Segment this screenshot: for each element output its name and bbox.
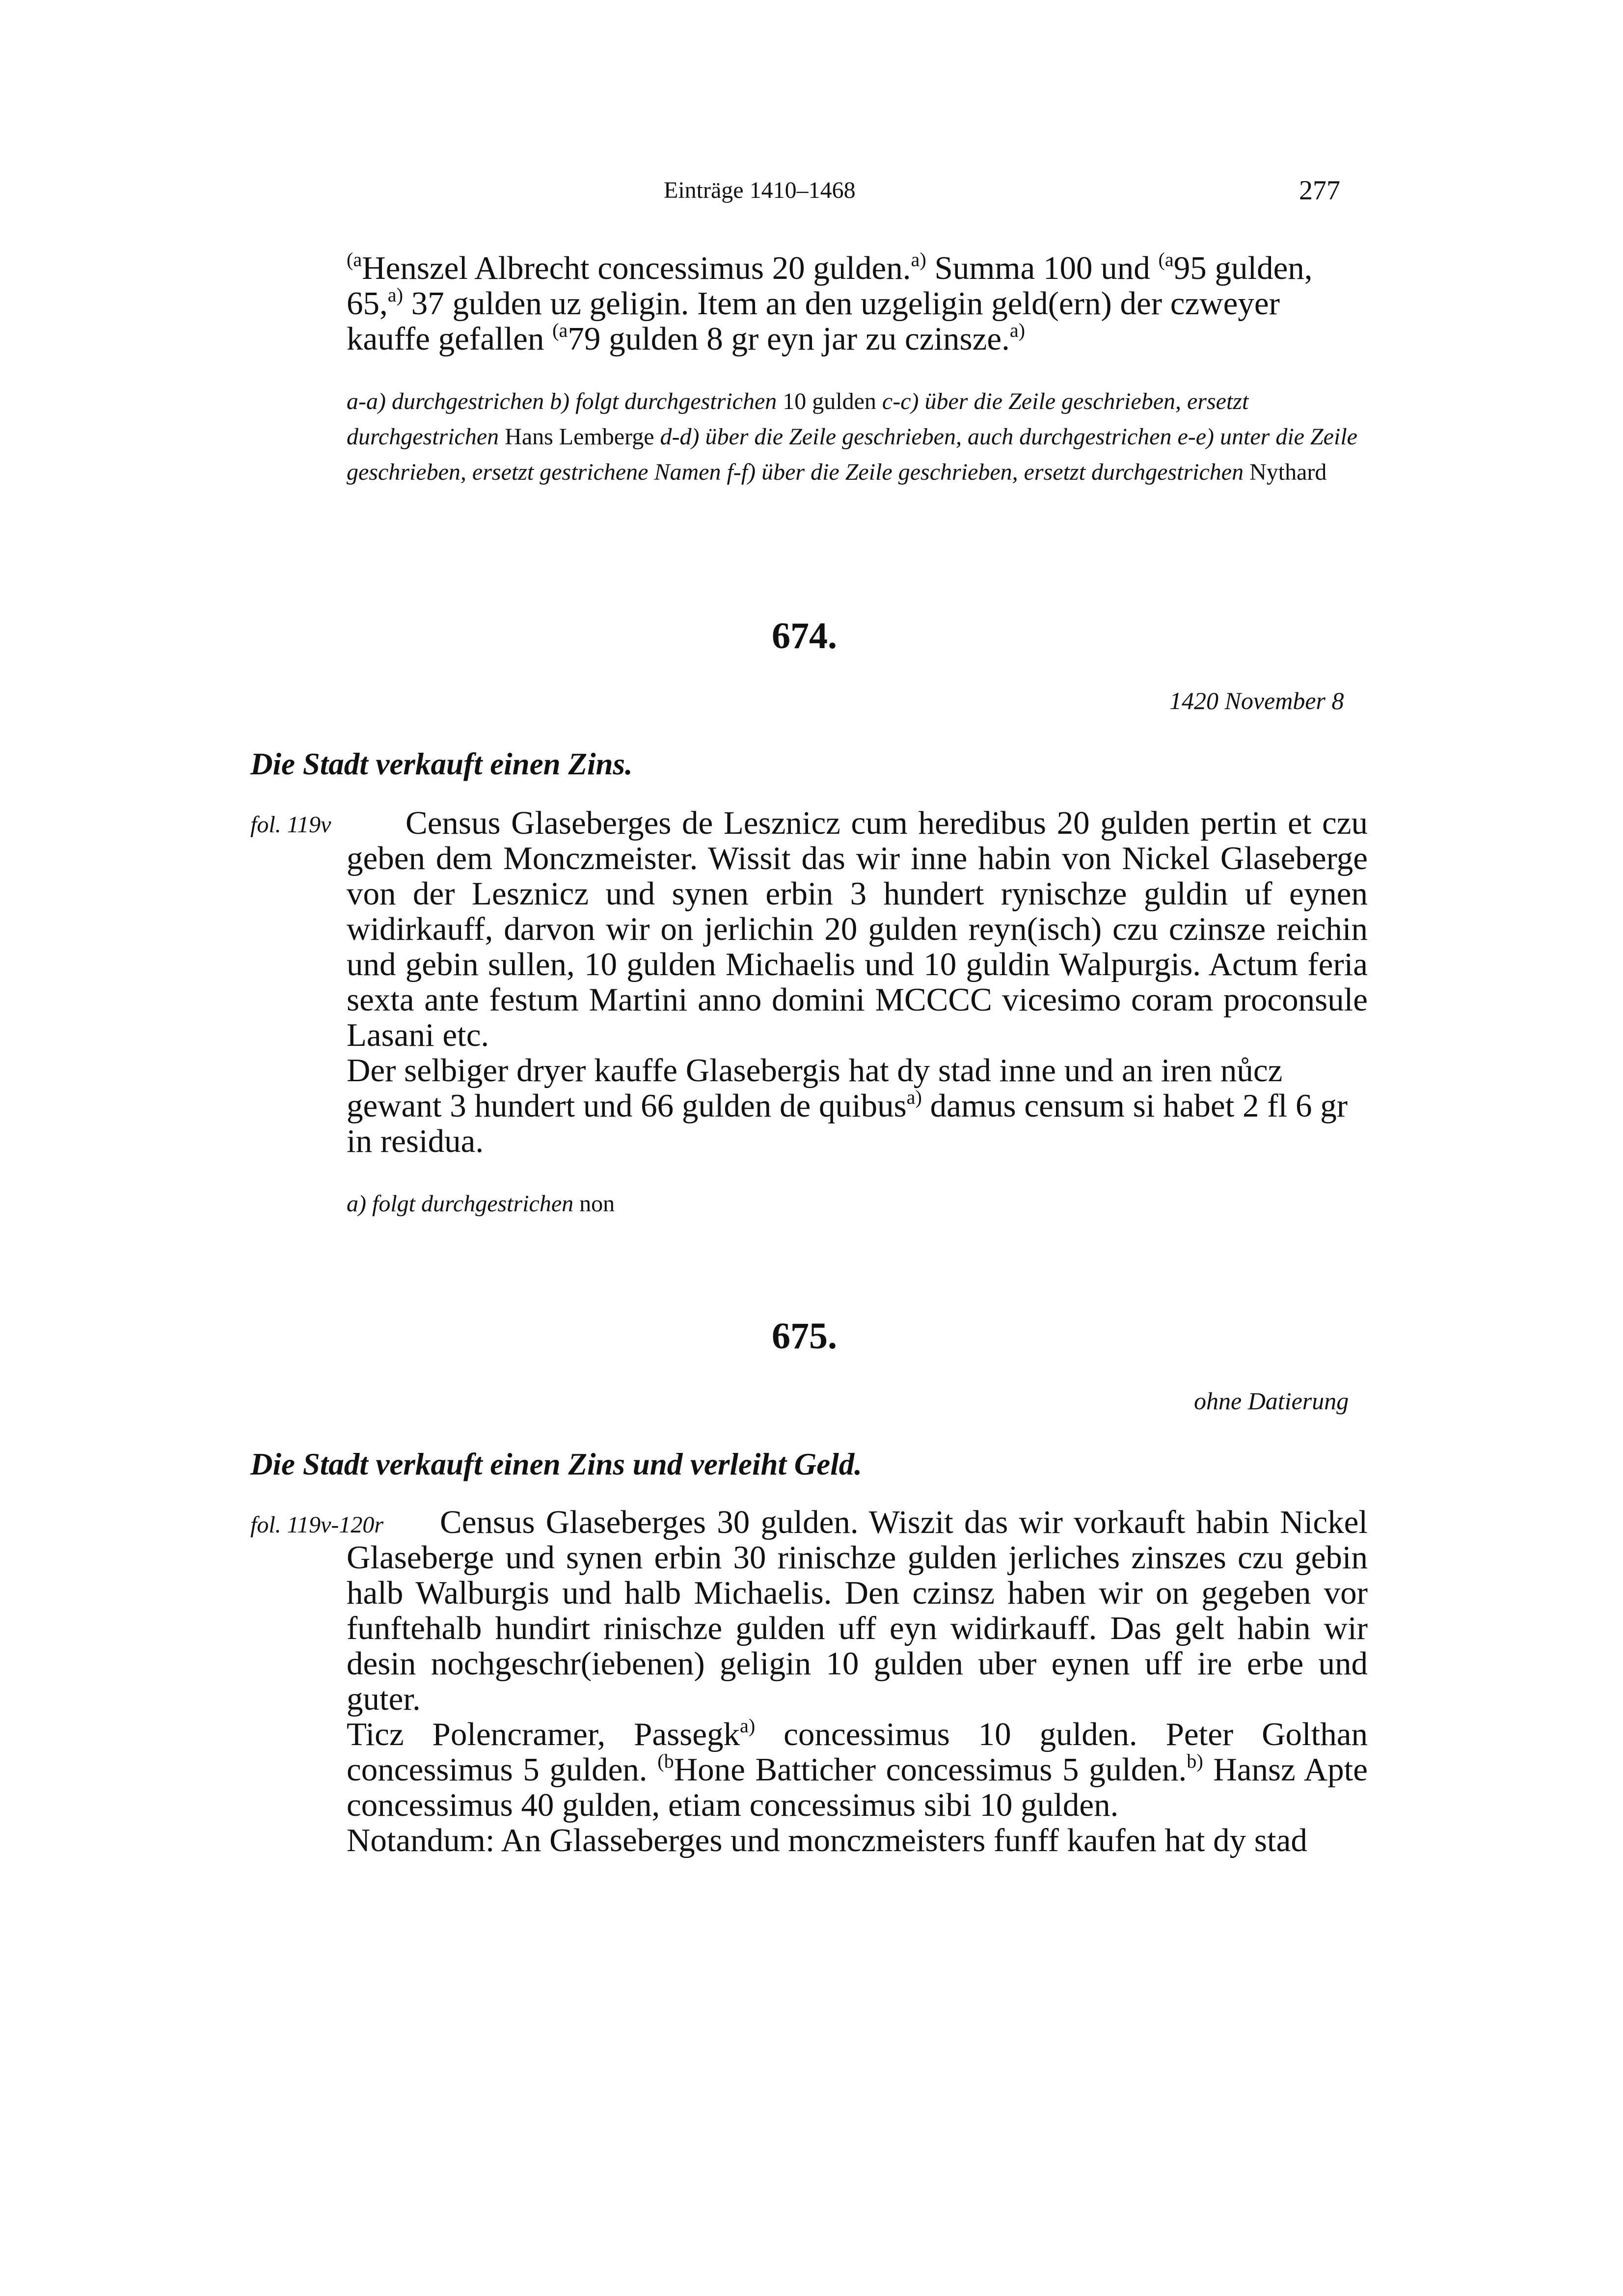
entry-paragraph: Census Glaseberges 30 gulden. Wiszit das wir vorkauft habin Nickel Glaseberge und synen erbin 30 rinischze gulden jerliches zinszes czu gebin halb Walburgis und halb Michaelis. Den czinsz haben wir on gegeben vor funftehalb hundirt rinischze gulden uff eyn widirkauff. Das gelt habin wir desin nochgeschr(iebenen) geligin 10 gulden uber eynen uff ire erbe und guter. (347, 1504, 1368, 1717)
running-title: Einträge 1410–1468 (664, 177, 856, 203)
entry-date-675: ohne Datierung (1194, 1387, 1349, 1415)
entry-text-674 (347, 805, 1368, 1159)
continuation-footnotes (347, 384, 1368, 490)
folio-reference-675: fol. 119v-120r (250, 1512, 384, 1538)
entry-paragraph: Census Glaseberges de Lesznicz cum heredibus 20 gulden pertin et czu geben dem Monczmeister. Wissit das wir inne habin von Nickel Glaseberge von der Lesznicz und synen erbin 3 hundert rynischze guldin uf eynen widirkauff, darvon wir on jerlichin 20 gulden reyn(isch) czu czinsze reichin und gebin sullen, 10 gulden Michaelis und 10 guldin Walpurgis. Actum feria sexta ante festum Martini anno domini MCCCC vicesimo coram proconsule Lasani etc. (347, 805, 1368, 1053)
footnote-text: a-a) durchgestrichen b) folgt durchgestrichen 10 gulden c-c) über die Zeile geschrieben, ersetzt durchgestrichen Hans Lemberge d-d) über die Zeile geschrieben, auch durchgestrichen e-e) unter die Zeile geschrieben, ersetzt gestrichene Namen f-f) über die Zeile geschrieben, ersetzt durchgestrichen Nythard (347, 388, 1357, 485)
entry-footnote-674: a) folgt durchgestrichen non (347, 1191, 615, 1217)
entry-heading-675: Die Stadt verkauft einen Zins und verleiht Geld. (250, 1447, 863, 1481)
entry-heading-674: Die Stadt verkauft einen Zins. (250, 747, 633, 781)
entry-paragraph: Ticz Polencramer, Passegk$^{a)}$ concessimus 10 gulden. Peter Golthan concessimus 5 gulden. $^{(b}$Hone Batticher concessimus 5 gulden.$^{b)}$ Hansz Apte concessimus 40 gulden, etiam concessimus sibi 10 gulden. (347, 1714, 1368, 1823)
continuation-text (347, 250, 1368, 356)
entry-number-674: 674. (772, 615, 837, 656)
entry-paragraph: Notandum: An Glasseberges und monczmeisters funff kaufen hat dy stad (347, 1822, 1307, 1859)
entry-text-675 (347, 1504, 1368, 1858)
continuation-paragraph: $^{(a}$Henszel Albrecht concessimus 20 gulden.$^{a)}$ Summa 100 und $^{(a}$95 gulden, 65,$^{a)}$ 37 gulden uz geligin. Item an den uzgeligin geld(ern) der czweyer kauffe gefallen $^{(a}$79 gulden 8 gr eyn jar zu czinsze.$^{a)}$ (347, 248, 1313, 357)
entry-number-675: 675. (772, 1315, 837, 1357)
entry-paragraph: Der selbiger dryer kauffe Glasebergis hat dy stad inne und an iren nůcz gewant 3 hundert und 66 gulden de quibus$^{a)}$ damus censum si habet 2 fl 6 gr in residua. (347, 1052, 1348, 1159)
entry-date-674: 1420 November 8 (1169, 687, 1344, 714)
folio-reference-674: fol. 119v (250, 812, 331, 838)
page-number: 277 (1299, 175, 1340, 206)
